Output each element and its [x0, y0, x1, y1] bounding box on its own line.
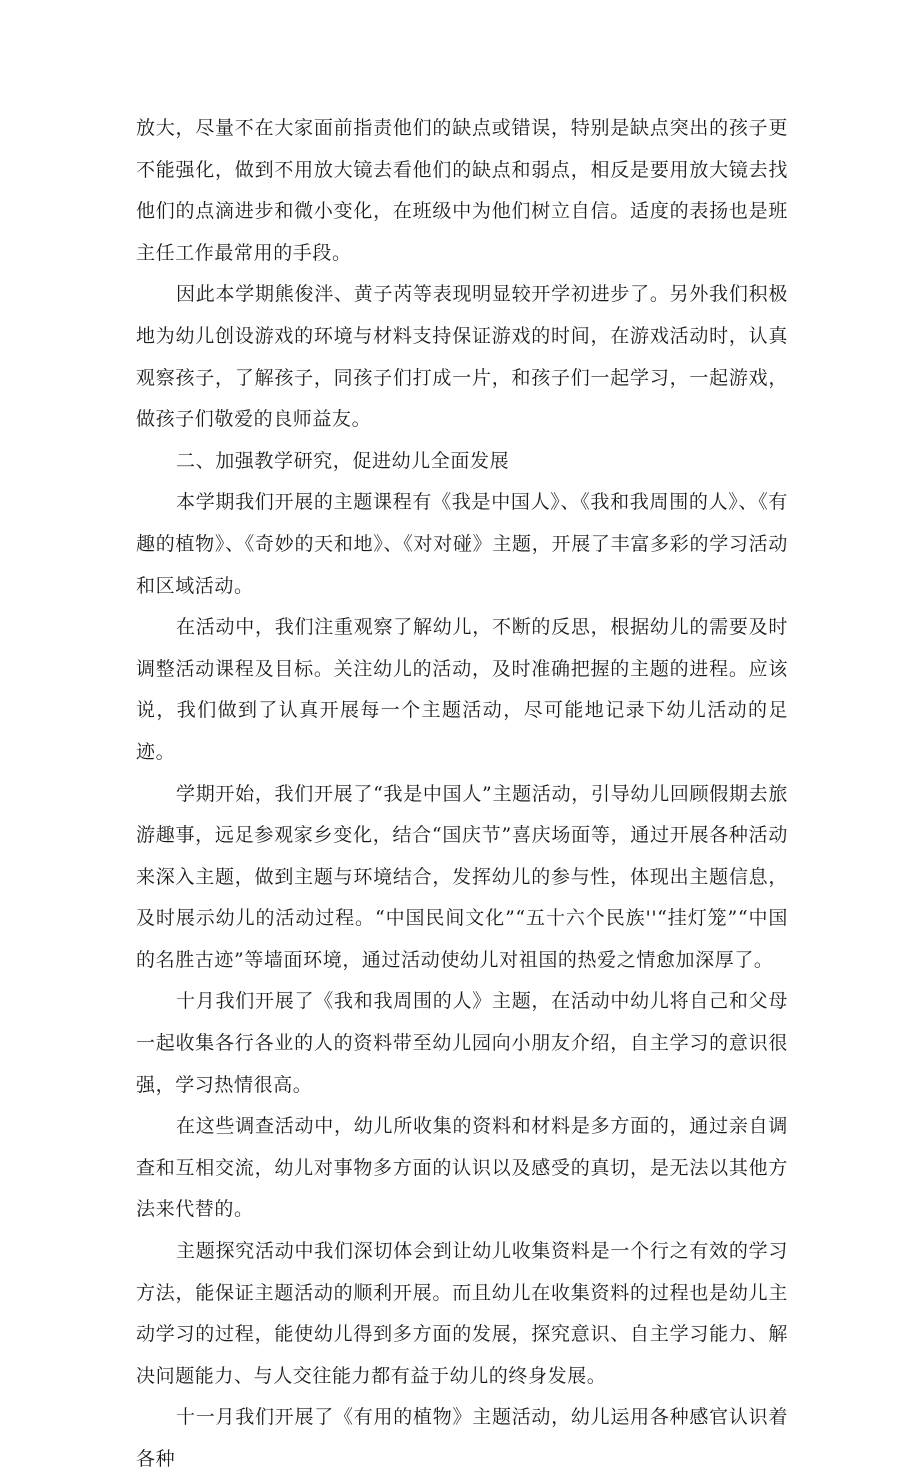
section-heading: 二、加强教学研究，促进幼儿全面发展 — [176, 449, 510, 472]
paragraph-8: 主题探究活动中我们深切体会到让幼儿收集资料是一个行之有效的学习方法，能保证主题活动的顺利开展。而且幼儿在收集资料的过程也是幼儿主动学习的过程，能使幼儿得到多方面的发展，探究意识、自主学习能力、解决问题能力、与人交往能力都有益于幼儿的终身发展。 — [136, 1240, 788, 1387]
paragraph-2: 因此本学期熊俊泮、黄子芮等表现明显较开学初进步了。另外我们积极地为幼儿创设游戏的环境与材料支持保证游戏的时间，在游戏活动时，认真观察孩子，了解孩子，同孩子们打成一片，和孩子们一起学习，一起游戏，做孩子们敬爱的良师益友。 — [136, 283, 788, 431]
paragraph-3: 本学期我们开展的主题课程有《我是中国人》、《我和我周围的人》、《有趣的植物》、《奇妙的天和地》、《对对碰》主题，开展了丰富多彩的学习活动和区域活动。 — [136, 491, 788, 597]
paragraph-5: 学期开始，我们开展了“我是中国人”主题活动，引导幼儿回顾假期去旅游趣事，远足参观家乡变化，结合“国庆节”喜庆场面等，通过开展各种活动来深入主题，做到主题与环境结合，发挥幼儿的参与性，体现出主题信息，及时展示幼儿的活动过程。“中国民间文化”“五十六个民族''“挂灯笼”“中国的名胜古迹”等墙面环境，通过活动使幼儿对祖国的热爱之情愈加深厚了。 — [136, 782, 788, 971]
paragraph-7: 在这些调查活动中，幼儿所收集的资料和材料是多方面的，通过亲自调查和互相交流，幼儿对事物多方面的认识以及感受的真切，是无法以其他方法来代替的。 — [136, 1115, 788, 1221]
document-body — [136, 108, 788, 1481]
paragraph-6: 十月我们开展了《我和我周围的人》主题，在活动中幼儿将自己和父母一起收集各行各业的人的资料带至幼儿园向小朋友介绍，自主学习的意识很强，学习热情很高。 — [136, 990, 788, 1096]
paragraph-4: 在活动中，我们注重观察了解幼儿，不断的反思，根据幼儿的需要及时调整活动课程及目标。关注幼儿的活动，及时准确把握的主题的进程。应该说，我们做到了认真开展每一个主题活动，尽可能地记录下幼儿活动的足迹。 — [136, 616, 788, 763]
paragraph-9: 十一月我们开展了《有用的植物》主题活动，幼儿运用各种感官认识着各种 — [136, 1406, 788, 1470]
paragraph-1: 放大，尽量不在大家面前指责他们的缺点或错误，特别是缺点突出的孩子更不能强化，做到不用放大镜去看他们的缺点和弱点，相反是要用放大镜去找他们的点滴进步和微小变化，在班级中为他们树立自信。适度的表扬也是班主任工作最常用的手段。 — [136, 117, 788, 264]
